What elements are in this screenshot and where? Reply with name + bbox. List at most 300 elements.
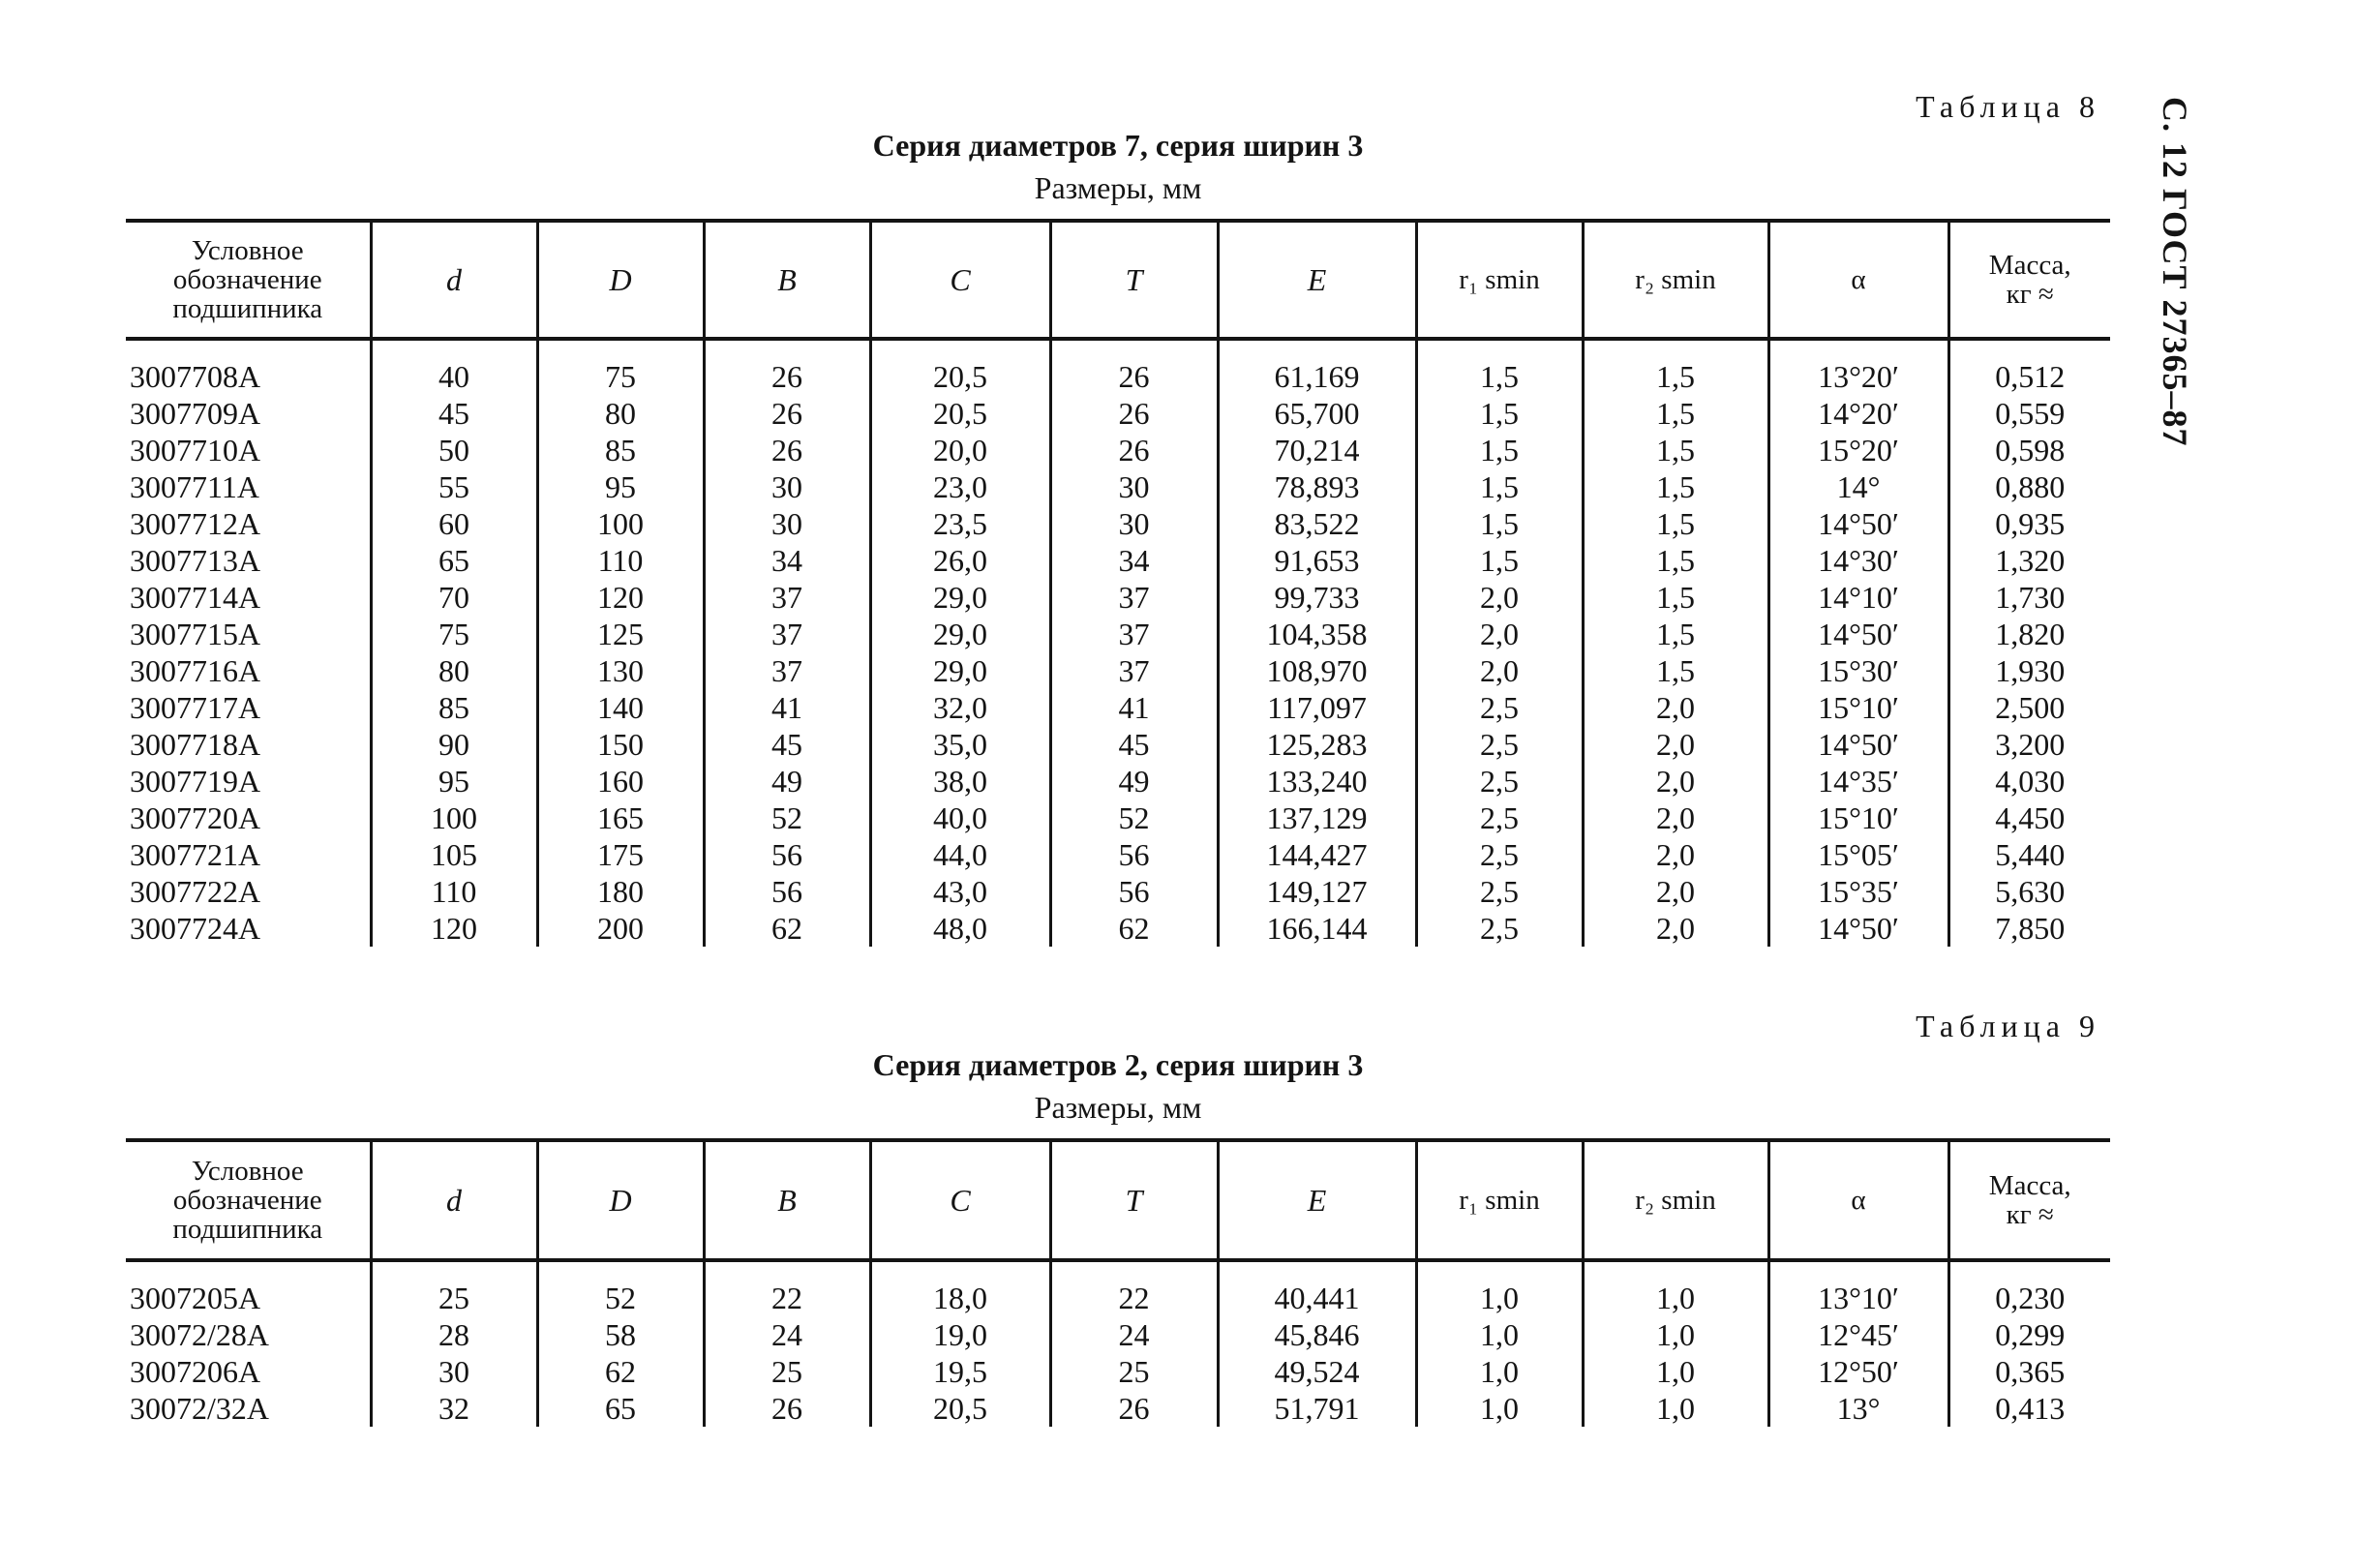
cell-designation: 3007714A xyxy=(130,580,261,615)
cell-mass: 0,880 xyxy=(1948,468,2110,505)
cell-D: 75 xyxy=(537,358,704,395)
cell-alpha: 14°50′ xyxy=(1768,910,1948,947)
cell-d: 105 xyxy=(371,836,537,873)
cell-D: 150 xyxy=(537,726,704,763)
cell-alpha: 14°30′ xyxy=(1768,542,1948,579)
cell-E: 166,144 xyxy=(1218,910,1416,947)
cell-C: 20,0 xyxy=(870,432,1050,468)
cell-r2smin: 1,5 xyxy=(1583,579,1768,616)
cell-r1smin: 2,0 xyxy=(1416,652,1583,689)
col-header-E: E xyxy=(1218,221,1416,339)
cell-r2smin: 1,0 xyxy=(1583,1353,1768,1390)
cell-E: 144,427 xyxy=(1218,836,1416,873)
cell-d: 45 xyxy=(371,395,537,432)
table-row xyxy=(126,468,2110,505)
cell-T: 37 xyxy=(1050,579,1218,616)
spacer-cell xyxy=(1416,339,1583,358)
cell-D: 125 xyxy=(537,616,704,652)
table-9-body xyxy=(126,1260,2110,1427)
cell-r2smin: 1,5 xyxy=(1583,616,1768,652)
cell-r2smin: 1,5 xyxy=(1583,468,1768,505)
cell-alpha: 15°35′ xyxy=(1768,873,1948,910)
col-header-B: B xyxy=(704,1140,870,1260)
cell-T: 45 xyxy=(1050,726,1218,763)
cell-B: 26 xyxy=(704,1390,870,1427)
cell-D: 140 xyxy=(537,689,704,726)
cell-designation: 3007712A xyxy=(130,506,261,541)
table-row xyxy=(126,652,2110,689)
cell-r1smin: 2,5 xyxy=(1416,836,1583,873)
cell-C: 20,5 xyxy=(870,358,1050,395)
cell-designation: 3007717A xyxy=(130,690,261,725)
cell-d: 95 xyxy=(371,763,537,799)
header-row xyxy=(126,221,2110,339)
table-row xyxy=(126,836,2110,873)
cell-E: 51,791 xyxy=(1218,1390,1416,1427)
cell-r2smin: 1,5 xyxy=(1583,652,1768,689)
spacer-cell xyxy=(1050,339,1218,358)
table-row xyxy=(126,689,2110,726)
col-header-alpha: α xyxy=(1768,1140,1948,1260)
cell-D: 85 xyxy=(537,432,704,468)
table-number: Таблица 8 xyxy=(1916,89,2100,124)
cell-C: 44,0 xyxy=(870,836,1050,873)
cell-mass: 5,440 xyxy=(1948,836,2110,873)
table-8-body xyxy=(126,339,2110,947)
cell-E: 133,240 xyxy=(1218,763,1416,799)
table-units: Размеры, мм xyxy=(1034,170,1202,205)
cell-T: 41 xyxy=(1050,689,1218,726)
cell-E: 45,846 xyxy=(1218,1316,1416,1353)
table-row xyxy=(126,1316,2110,1353)
cell-E: 104,358 xyxy=(1218,616,1416,652)
cell-D: 65 xyxy=(537,1390,704,1427)
cell-B: 41 xyxy=(704,689,870,726)
cell-B: 30 xyxy=(704,468,870,505)
col-header-C: C xyxy=(870,1140,1050,1260)
cell-D: 58 xyxy=(537,1316,704,1353)
page-header-vertical: С. 12 ГОСТ 27365–87 xyxy=(2156,97,2194,447)
cell-T: 37 xyxy=(1050,616,1218,652)
cell-T: 56 xyxy=(1050,836,1218,873)
cell-mass: 0,413 xyxy=(1948,1390,2110,1427)
cell-alpha: 14° xyxy=(1768,468,1948,505)
cell-mass: 1,930 xyxy=(1948,652,2110,689)
cell-d: 25 xyxy=(371,1280,537,1316)
spacer-cell xyxy=(704,1260,870,1280)
cell-r1smin: 1,5 xyxy=(1416,542,1583,579)
cell-T: 52 xyxy=(1050,799,1218,836)
cell-r1smin: 1,5 xyxy=(1416,432,1583,468)
spacer-cell xyxy=(537,1260,704,1280)
cell-d: 120 xyxy=(371,910,537,947)
col-header-D: D xyxy=(537,1140,704,1260)
cell-mass: 4,030 xyxy=(1948,763,2110,799)
spacer-cell xyxy=(870,1260,1050,1280)
cell-r1smin: 2,5 xyxy=(1416,726,1583,763)
col-header-r1smin: r₁ smin xyxy=(1416,221,1583,339)
cell-E: 108,970 xyxy=(1218,652,1416,689)
col-header-d: d xyxy=(371,221,537,339)
table-row xyxy=(126,432,2110,468)
cell-r2smin: 2,0 xyxy=(1583,689,1768,726)
cell-alpha: 12°50′ xyxy=(1768,1353,1948,1390)
cell-T: 37 xyxy=(1050,652,1218,689)
cell-r2smin: 1,0 xyxy=(1583,1280,1768,1316)
spacer-cell xyxy=(1768,339,1948,358)
cell-B: 30 xyxy=(704,505,870,542)
cell-r1smin: 1,0 xyxy=(1416,1280,1583,1316)
cell-designation: 3007720A xyxy=(130,800,261,835)
cell-r1smin: 2,0 xyxy=(1416,579,1583,616)
cell-r1smin: 1,5 xyxy=(1416,505,1583,542)
table-row xyxy=(126,1280,2110,1316)
cell-alpha: 13°20′ xyxy=(1768,358,1948,395)
table-row xyxy=(126,395,2110,432)
table-row xyxy=(126,1390,2110,1427)
cell-alpha: 14°35′ xyxy=(1768,763,1948,799)
cell-r1smin: 2,5 xyxy=(1416,799,1583,836)
cell-mass: 7,850 xyxy=(1948,910,2110,947)
spacer-cell xyxy=(537,339,704,358)
spacer-cell xyxy=(704,339,870,358)
cell-designation: 3007715A xyxy=(130,617,261,651)
cell-d: 40 xyxy=(371,358,537,395)
cell-designation: 3007724A xyxy=(130,911,261,946)
cell-r2smin: 2,0 xyxy=(1583,763,1768,799)
cell-d: 50 xyxy=(371,432,537,468)
cell-D: 180 xyxy=(537,873,704,910)
cell-B: 62 xyxy=(704,910,870,947)
cell-r2smin: 1,5 xyxy=(1583,358,1768,395)
cell-E: 49,524 xyxy=(1218,1353,1416,1390)
cell-d: 32 xyxy=(371,1390,537,1427)
cell-C: 26,0 xyxy=(870,542,1050,579)
cell-T: 49 xyxy=(1050,763,1218,799)
table-8-block xyxy=(126,89,2110,947)
cell-C: 19,0 xyxy=(870,1316,1050,1353)
spacer-cell xyxy=(870,339,1050,358)
cell-designation: 3007710A xyxy=(130,433,261,467)
table-units: Размеры, мм xyxy=(1034,1090,1202,1125)
cell-T: 26 xyxy=(1050,432,1218,468)
cell-D: 110 xyxy=(537,542,704,579)
col-header-C: C xyxy=(870,221,1050,339)
spacer-cell xyxy=(1050,1260,1218,1280)
col-header-r2smin: r₂ smin xyxy=(1583,1140,1768,1260)
cell-mass: 2,500 xyxy=(1948,689,2110,726)
cell-D: 100 xyxy=(537,505,704,542)
cell-D: 165 xyxy=(537,799,704,836)
cell-E: 78,893 xyxy=(1218,468,1416,505)
spacer-cell xyxy=(371,1260,537,1280)
cell-designation: 3007205A xyxy=(130,1281,261,1315)
spacer-cell xyxy=(1583,1260,1768,1280)
table-row xyxy=(126,358,2110,395)
cell-C: 19,5 xyxy=(870,1353,1050,1390)
cell-alpha: 12°45′ xyxy=(1768,1316,1948,1353)
cell-B: 22 xyxy=(704,1280,870,1316)
cell-C: 29,0 xyxy=(870,652,1050,689)
cell-mass: 5,630 xyxy=(1948,873,2110,910)
cell-E: 83,522 xyxy=(1218,505,1416,542)
cell-mass: 1,730 xyxy=(1948,579,2110,616)
col-header-d: d xyxy=(371,1140,537,1260)
cell-E: 65,700 xyxy=(1218,395,1416,432)
cell-B: 34 xyxy=(704,542,870,579)
cell-r2smin: 2,0 xyxy=(1583,799,1768,836)
table-number: Таблица 9 xyxy=(1916,1009,2100,1043)
cell-mass: 0,935 xyxy=(1948,505,2110,542)
cell-B: 24 xyxy=(704,1316,870,1353)
cell-D: 160 xyxy=(537,763,704,799)
cell-E: 91,653 xyxy=(1218,542,1416,579)
col-header-T: T xyxy=(1050,221,1218,339)
col-header-B: B xyxy=(704,221,870,339)
cell-r1smin: 1,0 xyxy=(1416,1353,1583,1390)
cell-C: 38,0 xyxy=(870,763,1050,799)
cell-B: 26 xyxy=(704,395,870,432)
table-row xyxy=(126,505,2110,542)
col-header-r2smin: r₂ smin xyxy=(1583,221,1768,339)
cell-r1smin: 1,5 xyxy=(1416,395,1583,432)
table-9-block xyxy=(126,1009,2110,1427)
table-title: Серия диаметров 7, серия ширин 3 xyxy=(872,128,1364,163)
col-header-r1smin: r₁ smin xyxy=(1416,1140,1583,1260)
cell-mass: 3,200 xyxy=(1948,726,2110,763)
cell-E: 117,097 xyxy=(1218,689,1416,726)
bearing-table-9 xyxy=(126,1138,2110,1427)
cell-B: 37 xyxy=(704,616,870,652)
header-row xyxy=(126,1140,2110,1260)
cell-designation: 3007206A xyxy=(130,1354,261,1389)
cell-B: 56 xyxy=(704,836,870,873)
cell-mass: 1,820 xyxy=(1948,616,2110,652)
cell-D: 200 xyxy=(537,910,704,947)
cell-T: 22 xyxy=(1050,1280,1218,1316)
cell-C: 18,0 xyxy=(870,1280,1050,1316)
spacer-cell xyxy=(126,1260,371,1280)
cell-D: 120 xyxy=(537,579,704,616)
bearing-table-8 xyxy=(126,219,2110,947)
cell-alpha: 14°10′ xyxy=(1768,579,1948,616)
cell-d: 90 xyxy=(371,726,537,763)
cell-r2smin: 2,0 xyxy=(1583,726,1768,763)
col-header-mass: Масса, кг ≈ xyxy=(1948,221,2110,339)
cell-designation: 3007716A xyxy=(130,653,261,688)
col-header-mass: Масса, кг ≈ xyxy=(1948,1140,2110,1260)
table-row xyxy=(126,910,2110,947)
cell-C: 20,5 xyxy=(870,1390,1050,1427)
cell-B: 25 xyxy=(704,1353,870,1390)
spacer-cell xyxy=(1948,339,2110,358)
cell-B: 26 xyxy=(704,358,870,395)
cell-designation: 30072/32A xyxy=(130,1391,269,1426)
cell-d: 28 xyxy=(371,1316,537,1353)
cell-alpha: 15°05′ xyxy=(1768,836,1948,873)
cell-C: 29,0 xyxy=(870,616,1050,652)
cell-C: 35,0 xyxy=(870,726,1050,763)
col-header-D: D xyxy=(537,221,704,339)
cell-r2smin: 2,0 xyxy=(1583,873,1768,910)
cell-alpha: 15°10′ xyxy=(1768,689,1948,726)
cell-T: 24 xyxy=(1050,1316,1218,1353)
cell-alpha: 13° xyxy=(1768,1390,1948,1427)
cell-C: 29,0 xyxy=(870,579,1050,616)
cell-d: 80 xyxy=(371,652,537,689)
cell-B: 37 xyxy=(704,652,870,689)
cell-D: 175 xyxy=(537,836,704,873)
table-row xyxy=(126,542,2110,579)
cell-alpha: 15°20′ xyxy=(1768,432,1948,468)
table-row xyxy=(126,726,2110,763)
cell-designation: 3007719A xyxy=(130,764,261,799)
cell-T: 62 xyxy=(1050,910,1218,947)
cell-alpha: 14°20′ xyxy=(1768,395,1948,432)
cell-designation: 30072/28A xyxy=(130,1317,269,1352)
cell-r2smin: 1,0 xyxy=(1583,1316,1768,1353)
cell-designation: 3007709A xyxy=(130,396,261,431)
cell-r1smin: 1,5 xyxy=(1416,358,1583,395)
cell-designation: 3007711A xyxy=(130,469,259,504)
cell-r1smin: 2,5 xyxy=(1416,763,1583,799)
cell-r1smin: 2,5 xyxy=(1416,689,1583,726)
cell-T: 26 xyxy=(1050,1390,1218,1427)
spacer-cell xyxy=(1218,1260,1416,1280)
cell-C: 40,0 xyxy=(870,799,1050,836)
cell-d: 75 xyxy=(371,616,537,652)
cell-E: 149,127 xyxy=(1218,873,1416,910)
cell-mass: 0,598 xyxy=(1948,432,2110,468)
cell-T: 26 xyxy=(1050,395,1218,432)
spacer-cell xyxy=(371,339,537,358)
spacer-cell xyxy=(1218,339,1416,358)
cell-r2smin: 2,0 xyxy=(1583,836,1768,873)
cell-r1smin: 2,5 xyxy=(1416,873,1583,910)
cell-d: 70 xyxy=(371,579,537,616)
cell-C: 32,0 xyxy=(870,689,1050,726)
table-row xyxy=(126,763,2110,799)
cell-r1smin: 2,5 xyxy=(1416,910,1583,947)
cell-designation: 3007721A xyxy=(130,837,261,872)
cell-B: 26 xyxy=(704,432,870,468)
cell-d: 110 xyxy=(371,873,537,910)
cell-d: 30 xyxy=(371,1353,537,1390)
cell-T: 30 xyxy=(1050,468,1218,505)
cell-r1smin: 1,0 xyxy=(1416,1390,1583,1427)
cell-d: 100 xyxy=(371,799,537,836)
cell-r2smin: 1,5 xyxy=(1583,505,1768,542)
cell-D: 130 xyxy=(537,652,704,689)
spacer-row xyxy=(126,339,2110,358)
cell-C: 43,0 xyxy=(870,873,1050,910)
cell-E: 125,283 xyxy=(1218,726,1416,763)
cell-B: 45 xyxy=(704,726,870,763)
cell-r2smin: 1,5 xyxy=(1583,432,1768,468)
cell-D: 52 xyxy=(537,1280,704,1316)
table-title: Серия диаметров 2, серия ширин 3 xyxy=(872,1047,1364,1082)
cell-E: 99,733 xyxy=(1218,579,1416,616)
spacer-cell xyxy=(1948,1260,2110,1280)
cell-r2smin: 2,0 xyxy=(1583,910,1768,947)
spacer-row xyxy=(126,1260,2110,1280)
spacer-cell xyxy=(1583,339,1768,358)
cell-B: 49 xyxy=(704,763,870,799)
cell-E: 61,169 xyxy=(1218,358,1416,395)
cell-alpha: 14°50′ xyxy=(1768,505,1948,542)
table-row xyxy=(126,616,2110,652)
cell-B: 37 xyxy=(704,579,870,616)
cell-E: 137,129 xyxy=(1218,799,1416,836)
col-header-designation: Условное обозначение подшипника xyxy=(126,1140,371,1260)
table-row xyxy=(126,873,2110,910)
cell-r2smin: 1,0 xyxy=(1583,1390,1768,1427)
cell-mass: 0,365 xyxy=(1948,1353,2110,1390)
cell-mass: 0,559 xyxy=(1948,395,2110,432)
cell-r2smin: 1,5 xyxy=(1583,395,1768,432)
cell-mass: 0,512 xyxy=(1948,358,2110,395)
cell-D: 80 xyxy=(537,395,704,432)
table-row xyxy=(126,799,2110,836)
cell-alpha: 14°50′ xyxy=(1768,726,1948,763)
cell-designation: 3007713A xyxy=(130,543,261,578)
cell-C: 23,0 xyxy=(870,468,1050,505)
spacer-cell xyxy=(1416,1260,1583,1280)
cell-D: 62 xyxy=(537,1353,704,1390)
col-header-E: E xyxy=(1218,1140,1416,1260)
cell-mass: 1,320 xyxy=(1948,542,2110,579)
cell-B: 52 xyxy=(704,799,870,836)
cell-r1smin: 2,0 xyxy=(1416,616,1583,652)
cell-mass: 0,230 xyxy=(1948,1280,2110,1316)
cell-d: 65 xyxy=(371,542,537,579)
cell-designation: 3007722A xyxy=(130,874,261,909)
cell-alpha: 13°10′ xyxy=(1768,1280,1948,1316)
col-header-alpha: α xyxy=(1768,221,1948,339)
cell-T: 56 xyxy=(1050,873,1218,910)
spacer-cell xyxy=(1768,1260,1948,1280)
col-header-designation: Условное обозначение подшипника xyxy=(126,221,371,339)
table-row xyxy=(126,579,2110,616)
spacer-cell xyxy=(126,339,371,358)
cell-alpha: 15°10′ xyxy=(1768,799,1948,836)
cell-r1smin: 1,5 xyxy=(1416,468,1583,505)
cell-alpha: 14°50′ xyxy=(1768,616,1948,652)
cell-T: 25 xyxy=(1050,1353,1218,1390)
cell-C: 48,0 xyxy=(870,910,1050,947)
cell-designation: 3007708A xyxy=(130,359,261,394)
cell-d: 55 xyxy=(371,468,537,505)
cell-E: 70,214 xyxy=(1218,432,1416,468)
cell-mass: 4,450 xyxy=(1948,799,2110,836)
col-header-T: T xyxy=(1050,1140,1218,1260)
cell-d: 85 xyxy=(371,689,537,726)
table-row xyxy=(126,1353,2110,1390)
cell-B: 56 xyxy=(704,873,870,910)
cell-T: 34 xyxy=(1050,542,1218,579)
cell-mass: 0,299 xyxy=(1948,1316,2110,1353)
cell-C: 20,5 xyxy=(870,395,1050,432)
cell-T: 26 xyxy=(1050,358,1218,395)
cell-C: 23,5 xyxy=(870,505,1050,542)
cell-alpha: 15°30′ xyxy=(1768,652,1948,689)
cell-D: 95 xyxy=(537,468,704,505)
cell-r2smin: 1,5 xyxy=(1583,542,1768,579)
cell-designation: 3007718A xyxy=(130,727,261,762)
cell-E: 40,441 xyxy=(1218,1280,1416,1316)
cell-r1smin: 1,0 xyxy=(1416,1316,1583,1353)
cell-T: 30 xyxy=(1050,505,1218,542)
